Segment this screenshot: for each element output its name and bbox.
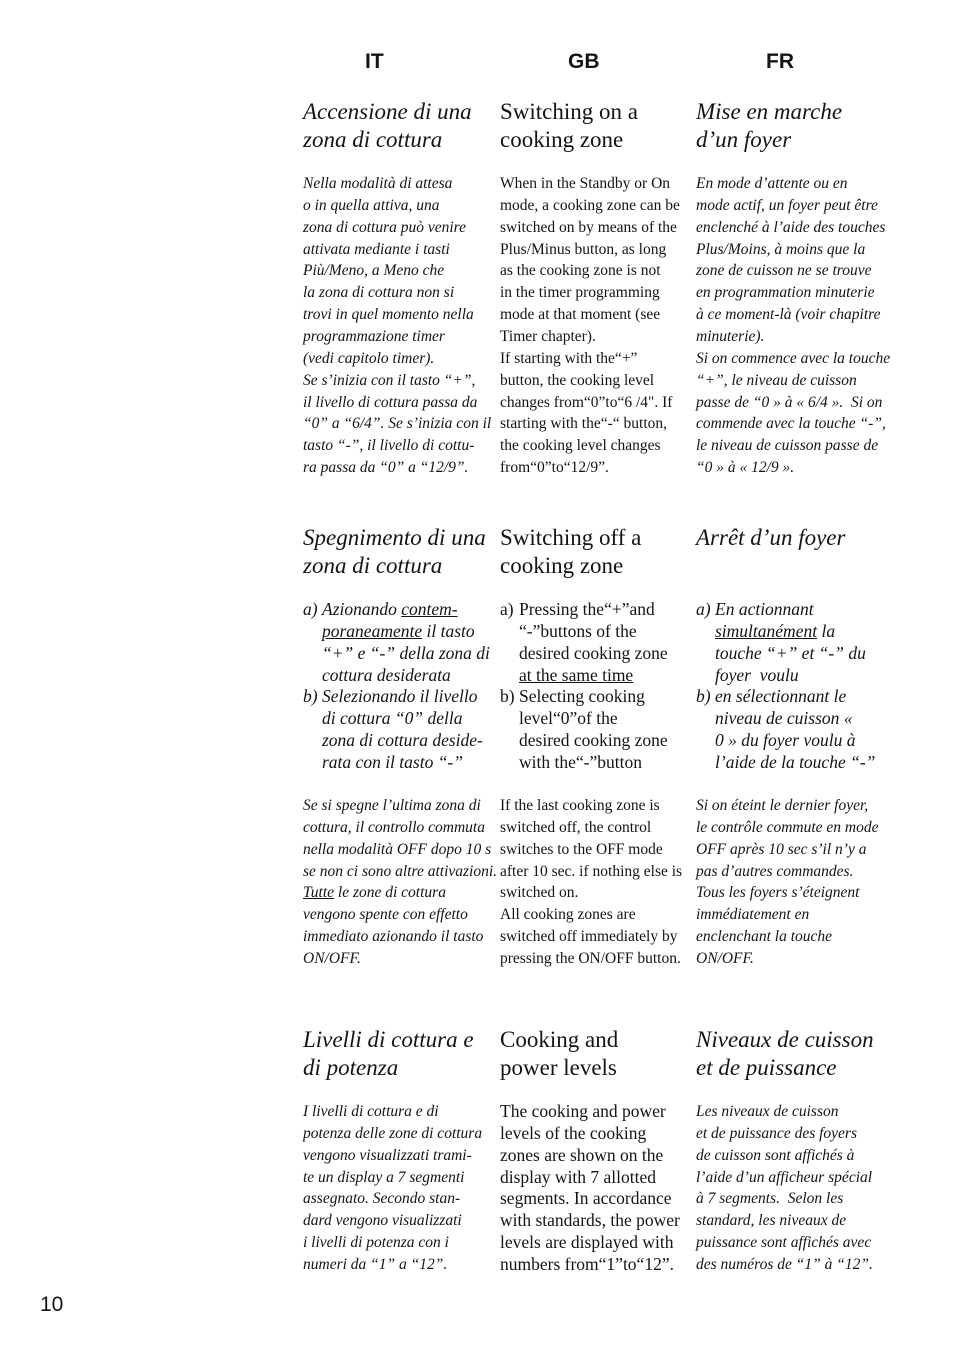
- fr-switch-off-heading: Arrêt d’un foyer: [696, 525, 846, 550]
- list-item: [696, 599, 886, 686]
- list-marker: b): [696, 686, 711, 707]
- gb-switch-off-note: If the last cooking zone is switched off, the control switches to the OFF mode after 10 sec. if nothing else is switched on. All cooking zones are switched off immediately by pressing the ON/OFF button.: [500, 797, 683, 968]
- it-switch-off-note: [303, 795, 498, 970]
- text-segment: Azionando: [322, 599, 402, 619]
- underlined-text: at the same time: [519, 664, 634, 685]
- fr-switch-off-steps: [696, 599, 886, 774]
- list-item-text: en sélectionnant le niveau de cuisson « 0 » du foyer voulu à l’aide de la touche “-”: [715, 686, 876, 773]
- fr-levels-text: Les niveaux de cuisson et de puissance des foyers de cuisson sont affichés à l’aide d’un afficheur spécial à 7 segments. Selon les standard, les niveaux de puissance sont affichés avec des numéros de “1” à “12”.: [696, 1103, 873, 1274]
- gb-switch-on-text: When in the Standby or On mode, a cooking zone can be switched on by means of the Plus/Minus button, as long as the cooking zone is not in the timer programming mode at that moment (see Timer chapter). If starting with the“+” button, the cooking level changes from“0”to“6 /4". If starting with the“-“ button, the cooking level changes from“0”to“12/9”.: [500, 175, 680, 477]
- fr-switch-off-note: Si on éteint le dernier foyer, le contrôle commute en mode OFF après 10 sec s’il n’y a pas d’autres commandes. Tous les foyers s’éteignent immédiatement en enclenchant la touche ON/OFF.: [696, 797, 879, 968]
- page-number: 10: [40, 1293, 64, 1316]
- list-item: [303, 599, 493, 686]
- list-item: [500, 599, 690, 686]
- text-segment: Pressing the“+”and “-”buttons of the desired cooking zone: [519, 599, 668, 663]
- underlined-text: contem- poraneamente: [322, 599, 458, 641]
- column-header-it: IT: [365, 50, 384, 73]
- it-switch-on-text: Nella modalità di attesa o in quella attiva, una zona di cottura può venire attivata mediante i tasti Più/Meno, a Meno che la zona di cottura non si trovi in quel momento nella programmazione timer (vedi capitolo timer). Se s’inizia con il tasto “+”, il livello di cottura passa da “0” a “6/4”. Se s’inizia con il tasto “-”, il livello di cottu- ra passa da “0” a “12/9”.: [303, 175, 492, 477]
- it-levels-text: I livelli di cottura e di potenza delle zone di cottura vengono visualizzati trami- te un display a 7 segmenti assegnato. Secondo stan- dard vengono visualizzati i livelli di potenza con i numeri da “1” a “12”.: [303, 1103, 483, 1274]
- it-switch-off-steps: [303, 599, 493, 774]
- underlined-text: simultanément: [715, 620, 818, 641]
- list-marker: b): [500, 686, 515, 707]
- column-header-fr: FR: [766, 50, 794, 73]
- gb-switch-off-heading: Switching off a cooking zone: [500, 525, 642, 578]
- list-item-text: [519, 599, 668, 686]
- list-item: [303, 686, 493, 773]
- list-marker: b): [303, 686, 318, 707]
- it-switch-on-heading: Accensione di una zona di cottura: [303, 99, 472, 152]
- text-segment: Se si spegne l’ultima zona di cottura, il controllo commuta nella modalità OFF dopo 10 s se non ci sono altre attivazioni.: [303, 797, 498, 880]
- text-segment: il tasto “+” e “-” della zona di cottura desiderata: [322, 620, 490, 685]
- list-marker: a): [500, 599, 514, 619]
- list-marker: a): [303, 599, 318, 619]
- column-header-gb: GB: [568, 50, 600, 73]
- it-switch-off-heading: Spegnimento di una zona di cottura: [303, 525, 486, 578]
- gb-switch-on-heading: Switching on a cooking zone: [500, 99, 638, 152]
- list-item: [500, 686, 690, 773]
- fr-switch-on-text: En mode d’attente ou en mode actif, un foyer peut être enclenché à l’aide des touches Plus/Moins, à moins que la zone de cuisson ne se trouve en programmation minuterie à ce moment-là (voir chapitre minuterie). Si on commence avec la touche “+”, le niveau de cuisson passe de “0 » à « 6/4 ». Si on commende avec la touche “-”, le niveau de cuisson passe de “0 » à « 12/9 ».: [696, 175, 891, 477]
- it-levels-heading: Livelli di cottura e di potenza: [303, 1027, 474, 1080]
- fr-levels-heading: Niveaux de cuisson et de puissance: [696, 1027, 874, 1080]
- fr-switch-on-heading: Mise en marche d’un foyer: [696, 99, 843, 152]
- text-segment: En actionnant: [715, 599, 814, 619]
- gb-switch-off-steps: [500, 599, 690, 774]
- list-item-text: Selecting cooking level“0”of the desired cooking zone with the“-”button: [519, 686, 668, 773]
- list-item-text: Selezionando il livello di cottura “0” della zona di cottura deside- rata con il tasto “-”: [322, 686, 483, 773]
- list-item-text: [322, 599, 490, 686]
- list-item-text: [715, 599, 866, 686]
- text-segment: le zone di cottura vengono spente con effetto immediato azionando il tasto ON/OFF.: [303, 884, 484, 968]
- text-segment: la touche “+” et “-” du foyer voulu: [715, 620, 866, 685]
- gb-levels-text: The cooking and power levels of the cooking zones are shown on the display with 7 allotted segments. In accordance with standards, the power levels are displayed with numbers from“1”to“12”.: [500, 1101, 680, 1275]
- list-item: [696, 686, 886, 773]
- gb-levels-heading: Cooking and power levels: [500, 1027, 619, 1080]
- underlined-text: Tutte: [303, 884, 335, 902]
- list-marker: a): [696, 599, 711, 619]
